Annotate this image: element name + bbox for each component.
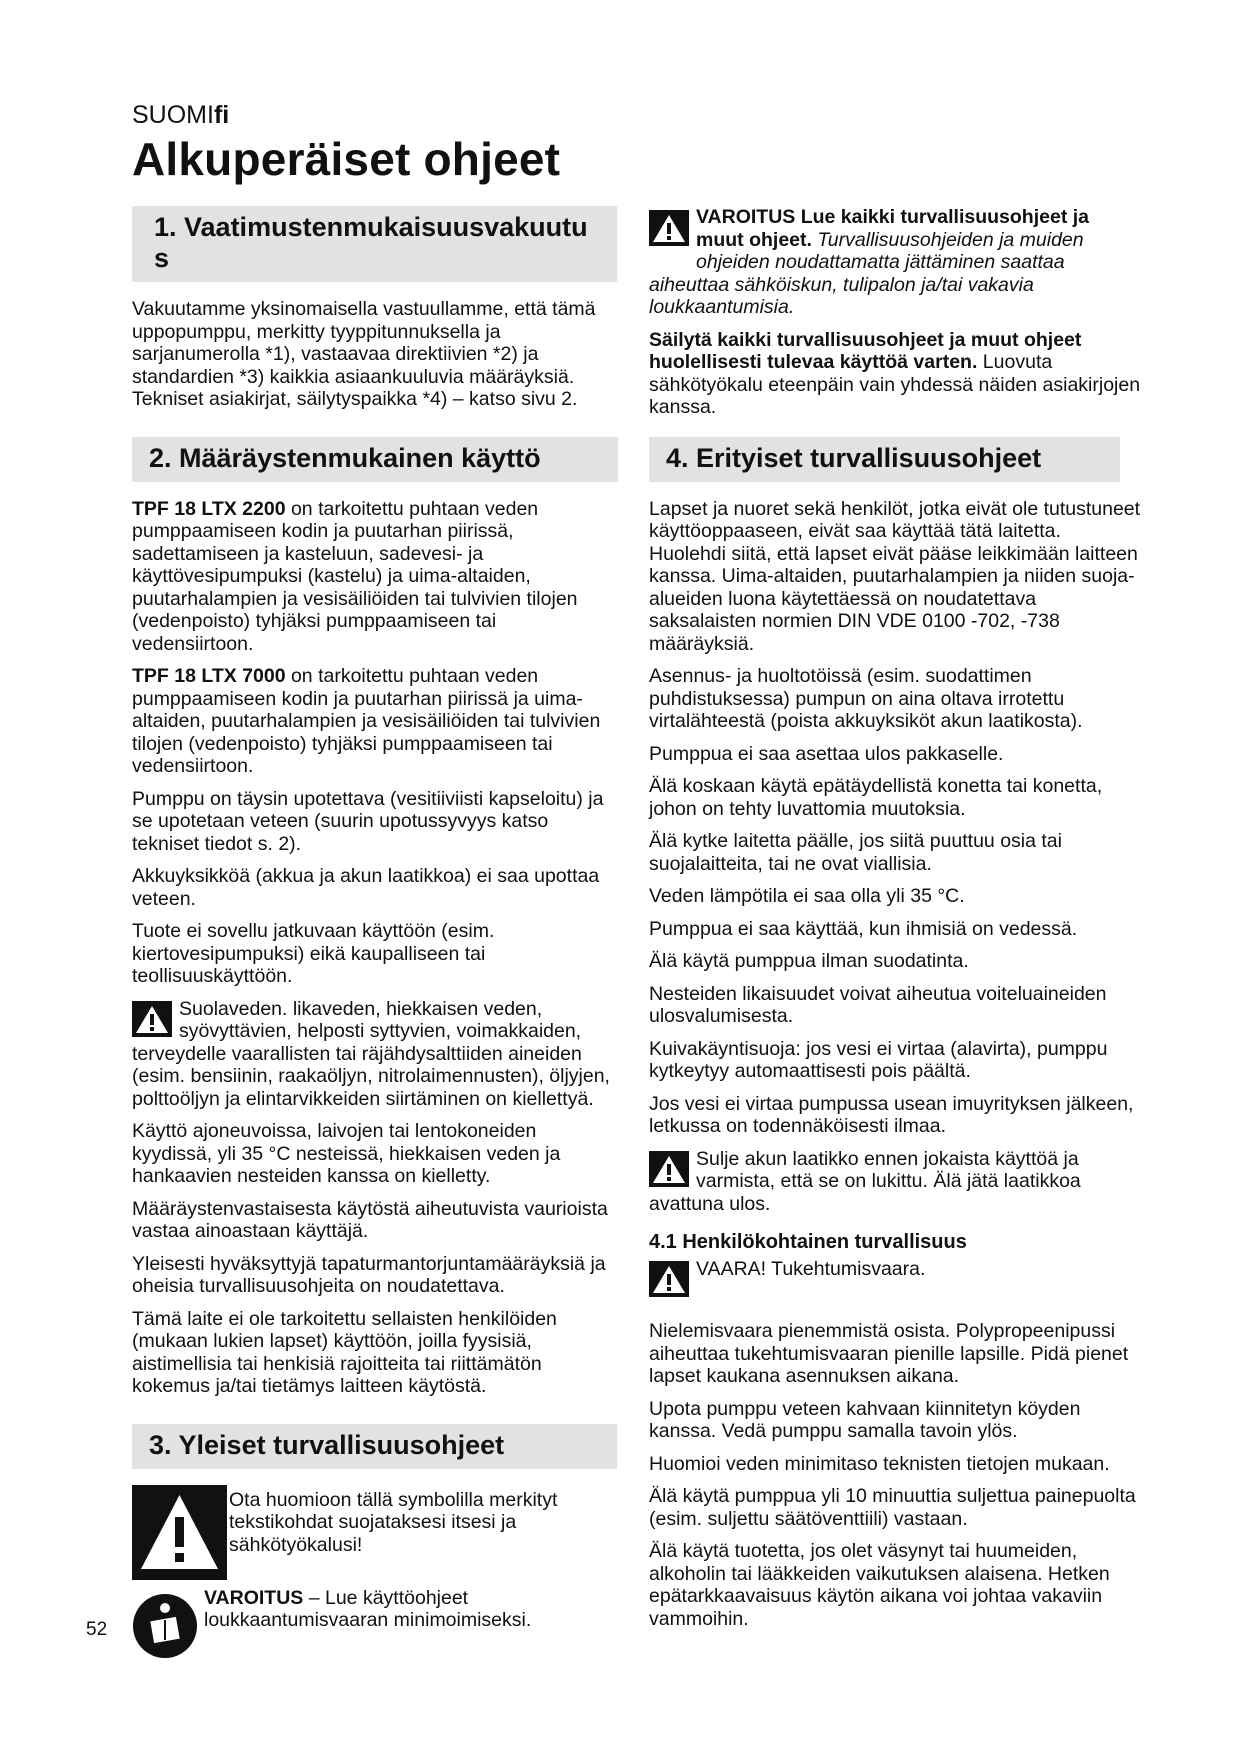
specific-paragraph-10: Kuivakäyntisuoja: jos vesi ei virtaa (alavirta), pumppu kytkeytyy automaattisesti pois päältä.	[649, 1037, 1108, 1082]
section-heading-1: 1. Vaatimustenmukaisuusvakuutu s	[132, 206, 617, 282]
warning-triangle-icon	[649, 1261, 689, 1303]
read-manual-row	[132, 1587, 617, 1667]
warning-triangle-icon	[649, 210, 689, 252]
section-heading-3: 3. Yleiset turvallisuusohjeet	[132, 1424, 617, 1469]
battery-box-warning: Sulje akun laatikko ennen jokaista käyttöä ja varmista, että se on lukittu. Älä jätä laatikkoa avattuna ulos.	[649, 1147, 1081, 1215]
usage-warning: Suolaveden. likaveden, hiekkaisen veden, syövyttävien, helposti syttyvien, voimakkaiden, terveydelle vaarallisten tai räjähdysalttiiden aineiden (esim. bensiinin, raakaöljyn, nitrolaimennusten), öljyjen, polttoöljyn ja elintarvikkeiden siirtäminen on kiellettyä.	[132, 997, 610, 1110]
specific-paragraph-9: Nesteiden likaisuudet voivat aiheutua voiteluaineiden ulosvalumisesta.	[649, 982, 1107, 1027]
suffocation-warning: VAARA! Tukehtumisvaara.	[649, 1258, 1142, 1298]
specific-paragraph-11: Jos vesi ei virtaa pumpussa usean imuyrityksen jälkeen, letkussa on todennäköisesti ilmaa.	[649, 1092, 1134, 1137]
page-number: 52	[86, 1619, 108, 1640]
specific-paragraph-4: Älä koskaan käytä epätäydellistä konetta tai konetta, johon on tehty luvattomia muutoksia.	[649, 775, 1103, 820]
personal-paragraph-1: Nielemisvaara pienemmistä osista. Polypropeenipussi aiheuttaa tukehtumisvaaran pienille lapsille. Pidä pienet lapset kaukana asennuksen aikana.	[649, 1320, 1129, 1387]
usage-paragraph-2: TPF 18 LTX 7000 on tarkoitettu puhtaan veden pumppaamiseen kodin ja puutarhan piirissä ja uima-altaiden, puutarhalampien ja vesisäiliöiden tai tulvivien tilojen (vedenpoisto) tyhjäksi pumppaamiseen tai vedensiirtoon.	[132, 665, 601, 777]
personal-paragraph-3: Huomioi veden minimitaso teknisten tietojen mukaan.	[649, 1452, 1110, 1475]
section-heading-2: 2. Määräystenmukainen käyttö	[132, 437, 618, 482]
usage-paragraph-1: TPF 18 LTX 2200 on tarkoitettu puhtaan veden pumppaamiseen kodin ja puutarhan piirissä, sadettamiseen ja kasteluun, sadevesi- ja käyttövesipumpuksi (kastelu) ja uima-altaiden, puutarhalampien ja vesisäiliöiden tai tulvivien tilojen (vedenpoisto) tyhjäksi pumppaamiseen tai vedensiirtoon.	[132, 497, 578, 655]
left-column	[132, 206, 617, 1667]
section-heading-4-1: 4.1 Henkilökohtainen turvallisuus	[649, 1231, 967, 1253]
specific-paragraph-7: Pumppua ei saa käyttää, kun ihmisiä on vedessä.	[649, 917, 1078, 940]
section-heading-4: 4. Erityiset turvallisuusohjeet	[649, 437, 1120, 482]
read-manual-icon	[132, 1593, 198, 1664]
usage-paragraph-9: Tämä laite ei ole tarkoitettu sellaisten henkilöiden (mukaan lukien lapset) käyttöön, joilla fyysisiä, aistimellisia tai henkisiä rajoitteita tai riittämätön kokemus ja/tai tietämys laitteen käytöstä.	[132, 1307, 557, 1397]
usage-paragraph-3: Pumppu on täysin upotettava (vesitiiviisti kapseloitu) ja se upotetaan veteen (suurin upotussyvyys katso tekniset tiedot s. 2).	[132, 787, 604, 855]
usage-paragraph-5: Tuote ei sovellu jatkuvaan käyttöön (esim. kiertovesipumpuksi) eikä kaupalliseen tai teollisuuskäyttöön.	[132, 920, 495, 987]
usage-paragraph-6: Käyttö ajoneuvoissa, laivojen tai lentokoneiden kyydissä, yli 35 °C nesteissä, hiekkaisen veden ja hankaavien nesteiden kanssa on kielletty.	[132, 1120, 561, 1187]
personal-paragraph-4: Älä käytä pumppua yli 10 minuuttia suljettua painepuolta (esim. suljettu säätöventtiili) vastaan.	[649, 1485, 1136, 1530]
general-warning: VAROITUS Lue kaikki turvallisuusohjeet ja muut ohjeet. Turvallisuusohjeiden ja muiden ohjeiden noudattamatta jättäminen saattaa aiheuttaa sähköiskun, tulipalon ja/tai vakavia loukkaantumisia.	[649, 206, 1089, 318]
declaration-text: Vakuutamme yksinomaisella vastuullamme, että tämä uppopumppu, merkitty tyyppitunnuksella ja sarjanumerolla *1), vastaavaa direktiivien *2) ja standardien *3) kaikkia asiaankuuluvia määräyksiä. Tekniset asiakirjat, säilytyspaikka *4) – katso sivu 2.	[132, 298, 596, 410]
right-column	[649, 206, 1142, 1640]
language-label: SUOMIfi	[132, 101, 230, 129]
page-title: Alkuperäiset ohjeet	[132, 133, 561, 185]
warning-triangle-icon	[649, 1151, 689, 1193]
specific-paragraph-3: Pumppua ei saa asettaa ulos pakkaselle.	[649, 742, 1004, 765]
read-manual-text: VAROITUS – Lue käyttöohjeet loukkaantumisvaaran minimoimiseksi.	[204, 1586, 532, 1631]
usage-paragraph-8: Yleisesti hyväksyttyjä tapaturmantorjuntamääräyksiä ja oheisia turvallisuusohjeita on noudatettava.	[132, 1252, 606, 1297]
specific-paragraph-6: Veden lämpötila ei saa olla yli 35 °C.	[649, 885, 965, 907]
specific-paragraph-5: Älä kytke laitetta päälle, jos siitä puuttuu osia tai suojalaitteita, tai ne ovat viallisia.	[649, 830, 1062, 875]
specific-paragraph-2: Asennus- ja huoltotöissä (esim. suodattimen puhdistuksessa) pumpun on aina oltava irrotettu virtalähteestä (poista akkuyksiköt akun laatikosta).	[649, 665, 1083, 732]
usage-paragraph-7: Määräystenvastaisesta käytöstä aiheutuvista vaurioista vastaa ainoastaan käyttäjä.	[132, 1197, 608, 1242]
specific-paragraph-1: Lapset ja nuoret sekä henkilöt, jotka eivät ole tutustuneet käyttöoppaaseen, eivät saa käyttää tätä laitetta. Huolehdi siitä, että lapset eivät pääse leikkimään laitteen kanssa. Uima-altaiden, puutarhalampien ja niiden suoja-alueiden luona käytettäessä on noudatettava saksalaisten normien DIN VDE 0100 -702, -738 määräyksiä.	[649, 497, 1141, 655]
personal-paragraph-5: Älä käytä tuotetta, jos olet väsynyt tai huumeiden, alkoholin tai lääkkeiden vaikutuksen alaisena. Hetken epätarkkaavaisuus käytön aikana voi johtaa vakaviin vammoihin.	[649, 1540, 1110, 1630]
personal-paragraph-2: Upota pumppu veteen kahvaan kiinnitetyn köyden kanssa. Vedä pumppu samalla tavoin ylös.	[649, 1397, 1081, 1442]
usage-paragraph-4: Akkuyksikköä (akkua ja akun laatikkoa) ei saa upottaa veteen.	[132, 865, 600, 910]
large-warning-icon	[132, 1485, 227, 1585]
keep-instructions: Säilytä kaikki turvallisuusohjeet ja muut ohjeet huolellisesti tulevaa käyttöä varten. Luovuta sähkötyökalu eteenpäin vain yhdessä näiden asiakirjojen kanssa.	[649, 328, 1141, 418]
warning-triangle-icon	[132, 1001, 172, 1043]
symbol-explanation	[132, 1485, 617, 1567]
specific-paragraph-8: Älä käytä pumppua ilman suodatinta.	[649, 950, 969, 972]
symbol-explanation-text: Ota huomioon tällä symbolilla merkityt tekstikohdat suojataksesi itsesi ja sähkötyökalusi!	[229, 1488, 558, 1556]
